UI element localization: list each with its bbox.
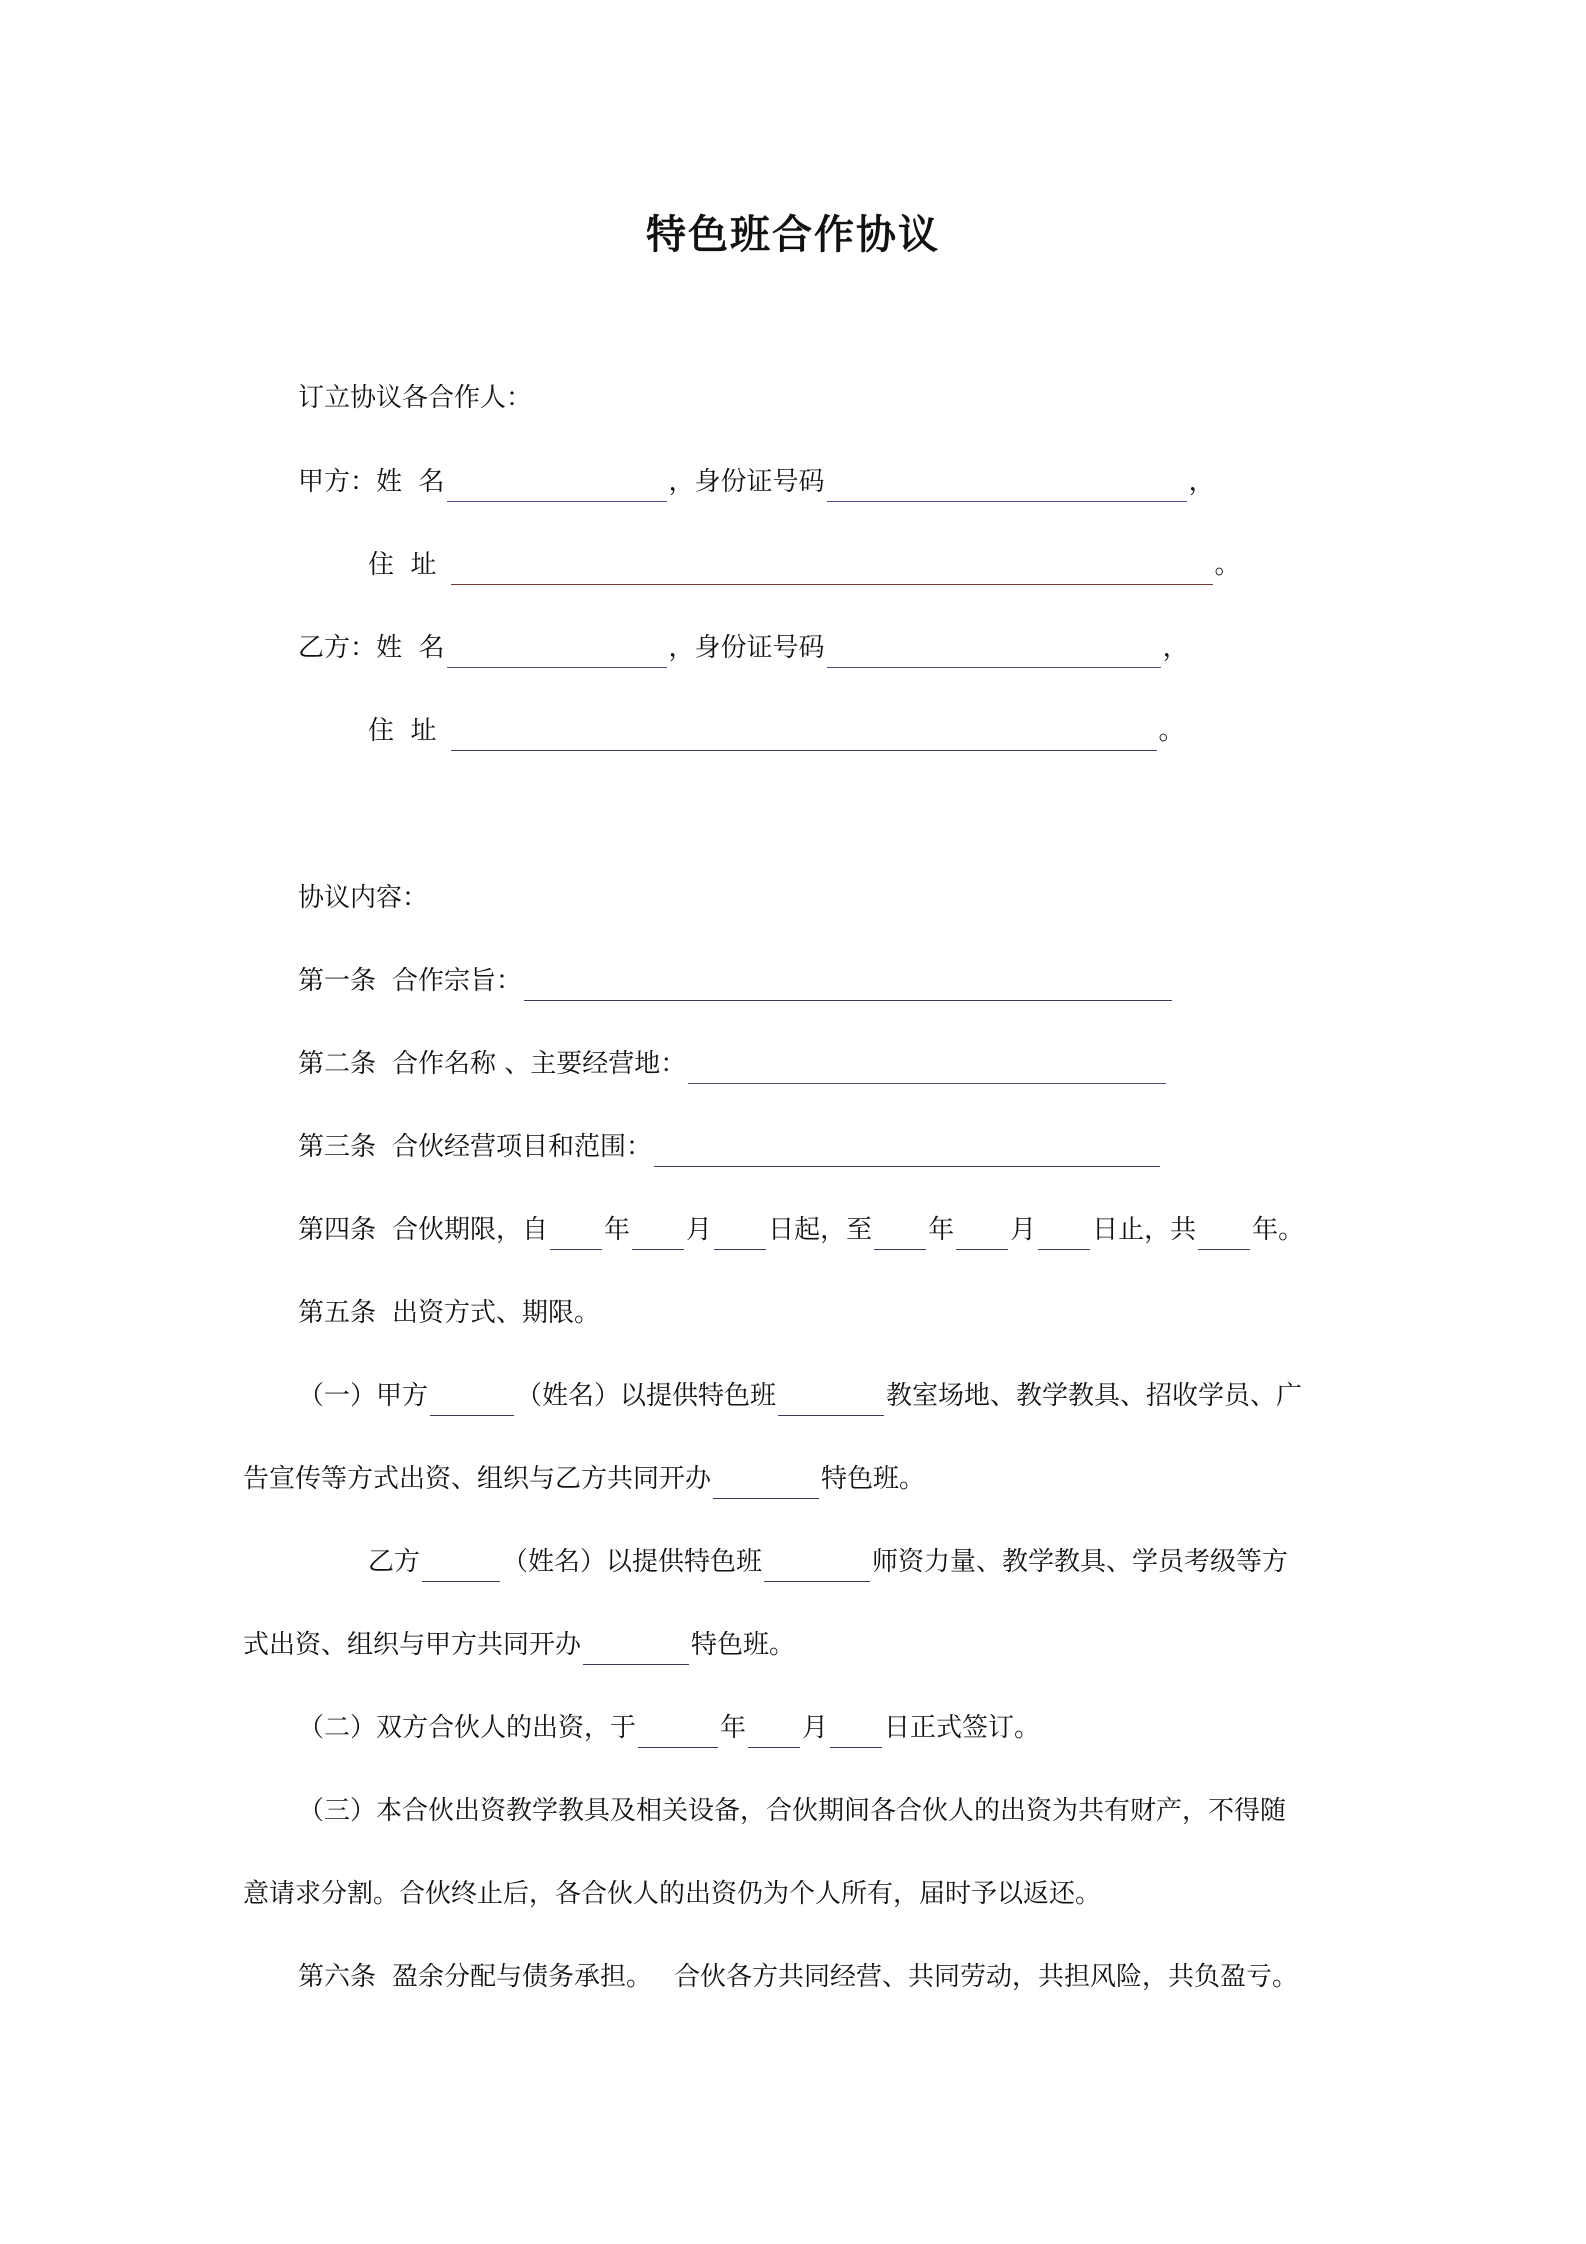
article-1-label: 第一条 bbox=[298, 966, 377, 996]
start-month-blank[interactable] bbox=[632, 1219, 684, 1250]
item-3-line1-text: （三）本合伙出资教学教具及相关设备，合伙期间各合伙人的出资为共有财产，不得随 bbox=[298, 1796, 1287, 1826]
party-a-name-label: 姓 名 bbox=[376, 467, 445, 497]
item-1-a-name: （姓名）以提供特色班 bbox=[516, 1381, 777, 1411]
party-a-address-line bbox=[368, 545, 1241, 585]
item-1-b-line2-text: 式出资、组织与甲方共同开办 bbox=[243, 1630, 582, 1660]
party-b-address-line bbox=[368, 711, 1185, 751]
party-a-name-blank[interactable] bbox=[447, 471, 667, 502]
item-2-year: 年 bbox=[720, 1713, 747, 1743]
end-day-label: 日止，共 bbox=[1092, 1215, 1197, 1245]
parties-heading-text: 订立协议各合作人： bbox=[298, 383, 533, 413]
article-3-label: 第三条 bbox=[298, 1132, 377, 1162]
party-a-id-label: ，身份证号码 bbox=[668, 467, 825, 497]
article-1-text: 合作宗旨： bbox=[392, 966, 523, 996]
article-4 bbox=[298, 1210, 1304, 1250]
article-5-label: 第五条 bbox=[298, 1298, 377, 1328]
article-1 bbox=[298, 961, 1174, 1001]
party-a-line bbox=[298, 462, 1215, 502]
content-heading-text: 协议内容： bbox=[298, 883, 429, 913]
article-2-text: 合作名称 、主要经营地： bbox=[392, 1049, 687, 1079]
item-1-a-line-2 bbox=[243, 1459, 925, 1499]
item-2-day-blank[interactable] bbox=[830, 1717, 882, 1748]
article-1-blank[interactable] bbox=[524, 970, 1172, 1001]
start-year-blank[interactable] bbox=[550, 1219, 602, 1250]
party-b-address-end: 。 bbox=[1158, 716, 1185, 746]
article-6-text: 盈余分配与债务承担。 bbox=[392, 1962, 653, 1992]
party-a-id-blank[interactable] bbox=[827, 471, 1187, 502]
item-1-a-prefix: （一）甲方 bbox=[298, 1381, 429, 1411]
item-2-prefix: （二）双方合伙人的出资，于 bbox=[298, 1713, 637, 1743]
item-2-month-blank[interactable] bbox=[748, 1717, 800, 1748]
end-month-label: 月 bbox=[1010, 1215, 1037, 1245]
item-1-a-rest: 教室场地、教学教具、招收学员、广 bbox=[886, 1381, 1303, 1411]
article-2 bbox=[298, 1044, 1168, 1084]
end-day-blank[interactable] bbox=[1038, 1219, 1090, 1250]
party-a-id-end: ， bbox=[1188, 467, 1215, 497]
item-1-a-name-blank[interactable] bbox=[430, 1385, 514, 1416]
party-b-name-blank[interactable] bbox=[447, 637, 667, 668]
party-a-label: 甲方： bbox=[298, 467, 377, 497]
item-1-b-name-blank[interactable] bbox=[422, 1551, 500, 1582]
item-1-b-rest: 师资力量、教学教具、学员考级等方 bbox=[872, 1547, 1289, 1577]
party-b-address-label: 住 址 bbox=[368, 716, 437, 746]
article-6 bbox=[298, 1957, 1298, 1997]
document-title: 特色班合作协议 bbox=[646, 212, 940, 258]
item-1-b-line2-end: 特色班。 bbox=[691, 1630, 796, 1660]
item-3-line-1 bbox=[298, 1791, 1286, 1831]
party-b-address-blank[interactable] bbox=[451, 720, 1157, 751]
total-years-blank[interactable] bbox=[1198, 1219, 1250, 1250]
article-3-blank[interactable] bbox=[654, 1136, 1160, 1167]
article-4-text: 合伙期限，自 bbox=[392, 1215, 549, 1245]
party-b-id-blank[interactable] bbox=[827, 637, 1161, 668]
item-2-year-blank[interactable] bbox=[638, 1717, 718, 1748]
article-2-blank[interactable] bbox=[688, 1053, 1166, 1084]
party-b-label: 乙方： bbox=[298, 633, 377, 663]
party-b-name-label: 姓 名 bbox=[376, 633, 445, 663]
item-1-b-line-1 bbox=[368, 1542, 1288, 1582]
start-day-label: 日起，至 bbox=[768, 1215, 873, 1245]
article-3 bbox=[298, 1127, 1162, 1167]
total-years-label: 年。 bbox=[1252, 1215, 1305, 1245]
party-b-line bbox=[298, 628, 1189, 668]
end-year-label: 年 bbox=[928, 1215, 955, 1245]
article-5-text: 出资方式、期限。 bbox=[392, 1298, 601, 1328]
party-a-address-label: 住 址 bbox=[368, 550, 437, 580]
item-1-b-class-blank[interactable] bbox=[764, 1551, 870, 1582]
article-3-text: 合伙经营项目和范围： bbox=[392, 1132, 653, 1162]
item-1-a-line-1 bbox=[298, 1376, 1302, 1416]
party-a-address-blank[interactable] bbox=[451, 554, 1213, 585]
item-1-b-prefix: 乙方 bbox=[368, 1547, 421, 1577]
item-1-a-line2-end: 特色班。 bbox=[821, 1464, 926, 1494]
article-5 bbox=[298, 1293, 600, 1333]
item-1-a-line2-blank[interactable] bbox=[713, 1468, 819, 1499]
item-1-a-line2-text: 告宣传等方式出资、组织与乙方共同开办 bbox=[243, 1464, 712, 1494]
item-1-b-name: （姓名）以提供特色班 bbox=[502, 1547, 763, 1577]
item-2-day: 日正式签订。 bbox=[884, 1713, 1041, 1743]
item-2 bbox=[298, 1708, 1040, 1748]
end-year-blank[interactable] bbox=[874, 1219, 926, 1250]
article-2-label: 第二条 bbox=[298, 1049, 377, 1079]
party-a-address-end: 。 bbox=[1214, 550, 1241, 580]
start-year-label: 年 bbox=[604, 1215, 631, 1245]
start-month-label: 月 bbox=[686, 1215, 713, 1245]
content-heading bbox=[298, 878, 428, 918]
party-b-id-label: ，身份证号码 bbox=[668, 633, 825, 663]
party-b-id-end: ， bbox=[1162, 633, 1189, 663]
article-4-label: 第四条 bbox=[298, 1215, 377, 1245]
item-3-line2-text: 意请求分割。合伙终止后，各合伙人的出资仍为个人所有，届时予以返还。 bbox=[243, 1879, 1102, 1909]
parties-heading bbox=[298, 378, 532, 418]
start-day-blank[interactable] bbox=[714, 1219, 766, 1250]
item-2-month: 月 bbox=[802, 1713, 829, 1743]
item-3-line-2 bbox=[243, 1874, 1101, 1914]
item-1-a-class-blank[interactable] bbox=[778, 1385, 884, 1416]
end-month-blank[interactable] bbox=[956, 1219, 1008, 1250]
item-1-b-line2-blank[interactable] bbox=[583, 1634, 689, 1665]
article-6-label: 第六条 bbox=[298, 1962, 377, 1992]
article-6-text-2: 合伙各方共同经营、共同劳动，共担风险，共负盈亏。 bbox=[674, 1962, 1299, 1992]
item-1-b-line-2 bbox=[243, 1625, 795, 1665]
